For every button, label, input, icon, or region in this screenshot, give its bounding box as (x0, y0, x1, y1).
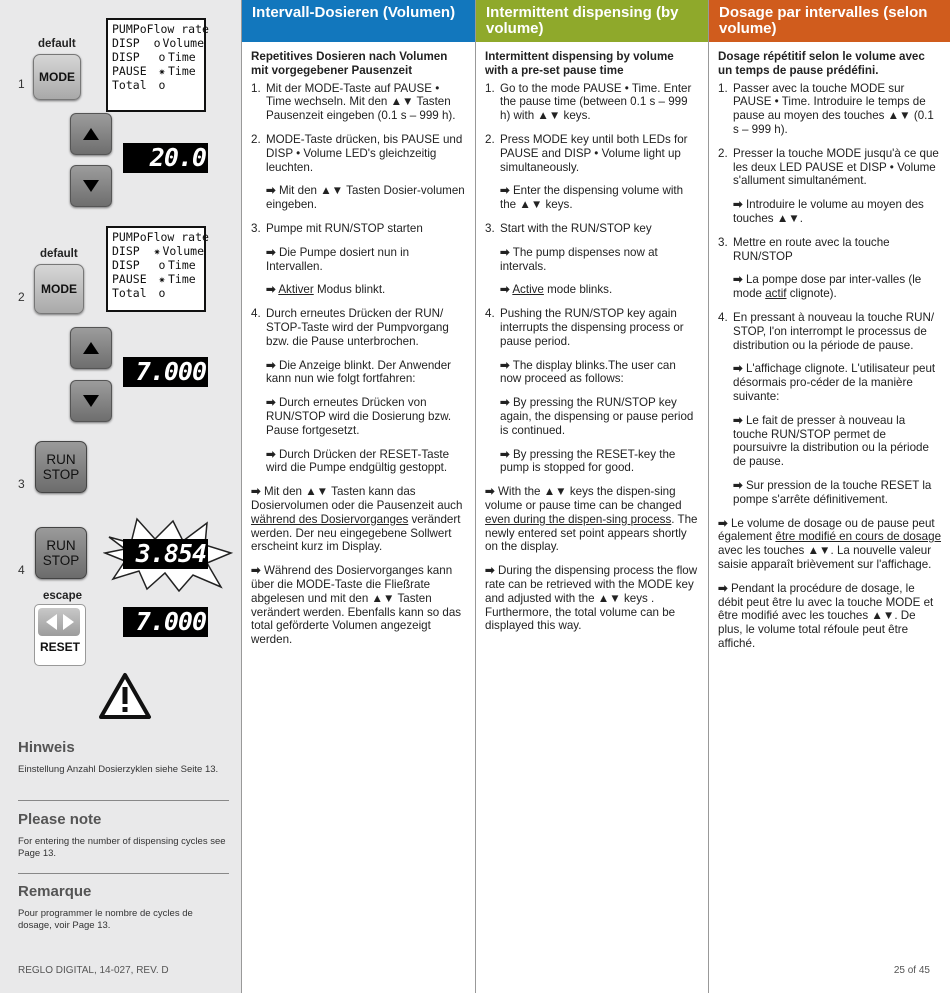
arrow-right-icon: ➡ (733, 273, 743, 287)
led-icon: o (139, 230, 147, 244)
arrow-right-icon: ➡ (266, 358, 276, 372)
step-text: Pumpe mit RUN/STOP starten (266, 221, 423, 235)
lcd-value: Time (168, 272, 196, 286)
instruction-sidebar (0, 0, 242, 993)
step-text: La pompe dose par inter-valles (le mode (733, 273, 922, 301)
paragraph-text: Während des Dosiervorganges kann über die MODE-Taste die Fließrate abgelesen und mit den ▲▼ Tasten verändert werden. Ebenfalls kann so das total geförderte Volumen angezeigt werden. (251, 564, 462, 647)
step-text: L'affichage clignote. L'utilisateur peut désormais pro-céder de la manière suivante: (733, 362, 936, 403)
underlined-text: Active (512, 283, 544, 297)
lcd-value: Volume (162, 36, 204, 50)
mode-key (34, 264, 84, 314)
led-icon: o (139, 22, 147, 36)
step-text: Mit der MODE-Taste auf PAUSE • Time wechseln. Mit den ▲▼ Tasten Pausenzeit eingeben (0.1 s – 999 h). (266, 81, 456, 123)
step-text: Press MODE key until both LEDs for PAUSE and DISP • Volume light up simultaneously. (500, 132, 688, 174)
led-icon: ✷ (158, 272, 166, 286)
lcd-value: Time (168, 258, 196, 272)
arrow-right-icon: ➡ (718, 581, 728, 595)
column-title: Intermittent dispensing (by volume) (476, 0, 708, 42)
run-stop-key (35, 527, 87, 579)
arrow-right-icon: ➡ (266, 184, 276, 198)
led-icon: o (158, 50, 166, 64)
up-arrow-key (70, 327, 112, 369)
underlined-text: actif (765, 287, 787, 301)
arrow-right-icon: ➡ (733, 362, 743, 376)
stop-label: STOP (42, 553, 80, 568)
led-icon: o (153, 36, 161, 50)
lcd-value: Volume (162, 244, 204, 258)
stop-label: STOP (42, 467, 80, 482)
run-label: RUN (46, 538, 76, 553)
page-number: 25 of 45 (893, 965, 930, 976)
paragraph-text: . The newly entered set point appears shortly on the display. (485, 512, 698, 554)
step-text: Passer avec la touche MODE sur PAUSE • Time. Introduire le temps de pause au moyen des touches ▲▼ (0.1 s – 999 h). (733, 81, 934, 136)
step-number: 3 (18, 477, 25, 491)
lcd-value: Time (168, 64, 196, 78)
lcd-label: PAUSE (112, 64, 147, 78)
paragraph-text: During the dispensing process the flow rate can be retrieved with the MODE key and adjusted with the ▲▼ keys . Furthermore, the total volume can be displayed this way. (485, 564, 698, 633)
up-arrow-icon (82, 127, 100, 141)
left-right-arrows-icon (45, 613, 75, 631)
reset-key (34, 604, 86, 666)
note-text-en: For entering the number of dispensing cycles see Page 13. (18, 836, 226, 859)
step-text: Mettre en route avec la touche RUN/STOP (733, 235, 890, 263)
lcd-label: Total (112, 286, 147, 300)
down-arrow-icon (82, 394, 100, 408)
divider (18, 800, 229, 801)
step-text: En pressant à nouveau la touche RUN/ STOP, l'on interrompt le processus de distribution ou la période de pause. (733, 310, 935, 352)
underlined-text: Aktiver (278, 283, 314, 297)
step-text: Durch erneutes Drücken der RUN/ STOP-Taste wird der Pumpvorgang bzw. die Pause unterbrochen. (266, 307, 449, 348)
arrow-right-icon: ➡ (251, 564, 261, 578)
paragraph-text: avec les touches ▲▼. La nouvelle valeur saisie apparaît brièvement sur l'affichage. (718, 544, 932, 571)
step-text: Introduire le volume au moyen des touches ▲▼. (733, 198, 924, 225)
led-icon: o (158, 258, 166, 272)
arrow-right-icon: ➡ (500, 358, 510, 372)
column-french: Dosage par intervalles (selon volume) Dosage répétitif selon le volume avec un temps de pause prédéfini. 1. Passer avec la touche MODE sur PAUSE • Time. Introduire le temps de pause au moyen des touches ▲▼ (0.1 s – 999 h). 2. Presser la touche MODE jusqu'à ce que les deux LED PAUSE et DISP • Volume s'allument simultanément. ➡ Introduire le volume au moyen des touches ▲▼. 3. Mettre en route avec la touche RUN/STOP ➡ La pompe dose par inter-valles (le mode actif clignote). 4. En pressant à nouveau la touche RUN/ STOP, l'on interrompt le processus de distribution ou la période de pause. ➡ L'affichage clignote. L'utilisateur peut désormais pro-céder de la manière suivante: ➡ Le fait de presser à nouveau la touche RUN/STOP permet de poursuivre la distribution ou la période de pause. ➡ Sur pression de la touche RESET la pompe s'arrête définitivement. ➡ Le volume de dosage ou de pause peut également être modifié en cours de dosage avec les touches ▲▼. La nouvelle valeur saisie apparaît brièvement sur l'affichage. ➡ Pendant la procédure de dosage, le débit peut être lu avec la touche MODE et être modifié avec les touches ▲▼. De plus, le volume total réfoule peut être affiché. 25 of 45 (708, 0, 950, 993)
column-intro: Intermittent dispensing by volume with a pre-set pause time (485, 50, 674, 77)
paragraph-text: verändert werden. Der neu eingegebene Sollwert erscheint kurz im Display. (251, 512, 461, 554)
led-icon: o (158, 286, 166, 300)
step-text: The display blinks.The user can now proceed as follows: (500, 358, 676, 386)
step-number: 4 (18, 563, 25, 577)
down-arrow-key (70, 165, 112, 207)
step-text: Durch Drücken der RESET-Taste wird die Pumpe endgültig gestoppt. (266, 447, 450, 475)
paragraph-text: Le volume de dosage ou de pause peut également (718, 516, 935, 544)
arrow-right-icon: ➡ (500, 184, 510, 198)
step-text: The pump dispenses now at intervals. (500, 245, 658, 273)
underlined-text: even during the dispen-sing process (485, 512, 672, 526)
column-title: Dosage par intervalles (selon volume) (709, 0, 950, 42)
arrow-right-icon: ➡ (500, 447, 510, 461)
arrow-right-icon: ➡ (485, 564, 495, 578)
arrow-right-icon: ➡ (500, 396, 510, 410)
arrow-right-icon: ➡ (266, 283, 276, 297)
escape-label: escape (43, 590, 83, 602)
lcd-label: DISP (112, 244, 140, 258)
note-text-de: Einstellung Anzahl Dosierzyklen siehe Seite 13. (18, 764, 219, 775)
step-text: By pressing the RESET-key the pump is stopped for good. (500, 447, 676, 475)
down-arrow-icon (82, 179, 100, 193)
step-text: Sur pression de la touche RESET la pompe s'arrête définitivement. (733, 478, 932, 506)
led-icon: o (158, 78, 166, 92)
step-text: mode blinks. (543, 283, 613, 297)
note-heading-de: Hinweis (18, 739, 75, 756)
step-text: Durch erneutes Drücken von RUN/STOP wird die Dosierung bzw. Pause fortgesetzt. (266, 396, 452, 437)
mode-key-label: MODE (39, 70, 75, 84)
arrow-right-icon: ➡ (266, 245, 276, 259)
arrow-right-icon: ➡ (251, 485, 261, 499)
step-text: Mit den ▲▼ Tasten Dosier-volumen eingeben. (266, 184, 465, 212)
lcd-label: DISP (112, 258, 140, 272)
warning-icon (98, 672, 152, 720)
mode-key-label: MODE (41, 282, 77, 296)
run-stop-key (35, 441, 87, 493)
step-text: clignote). (786, 287, 837, 301)
paragraph-text: With the ▲▼ keys the dispen-sing volume or pause time can be changed (485, 485, 682, 512)
divider (18, 873, 229, 874)
document-footer: REGLO DIGITAL, 14-027, REV. D (18, 965, 169, 976)
default-label: default (40, 248, 78, 260)
column-english: Intermittent dispensing (by volume) Intermittent dispensing by volume with a pre-set pause time 1. Go to the mode PAUSE • Time. Enter the pause time (between 0.1 s – 999 h) with ▲▼ keys. 2. Press MODE key until both LEDs for PAUSE and DISP • Volume light up simultaneously. ➡ Enter the dispensing volume with the ▲▼ keys. 3. Start with the RUN/STOP key ➡ The pump dispenses now at intervals. ➡ Active mode blinks. 4. Pushing the RUN/STOP key again interrupts the dispensing process or pause period. ➡ The display blinks.The user can now proceed as follows: ➡ By pressing the RUN/STOP key again, the dispensing or pause period is continued. ➡ By pressing the RESET-key the pump is stopped for good. ➡ With the ▲▼ keys the dispen-sing volume or pause time can be changed even during the dispen-sing process. The newly entered set point appears shortly on the display. ➡ During the dispensing process the flow rate can be retrieved with the MODE key and adjusted with the ▲▼ keys . Furthermore, the total volume can be displayed this way. (475, 0, 708, 993)
lcd-label: DISP (112, 36, 140, 50)
step-text: MODE-Taste drücken, bis PAUSE und DISP • Volume LED's gleichzeitig leuchten. (266, 132, 463, 174)
lcd-label: PAUSE (112, 272, 147, 286)
column-intro: Dosage répétitif selon le volume avec un temps de pause prédéfini. (718, 50, 925, 77)
reset-key-label: RESET (39, 640, 80, 654)
step-text: Pushing the RUN/STOP key again interrupts the dispensing process or pause period. (500, 307, 684, 348)
step-text: Go to the mode PAUSE • Time. Enter the pause time (between 0.1 s – 999 h) with ▲▼ keys. (500, 81, 692, 123)
note-heading-fr: Remarque (18, 883, 92, 900)
up-arrow-icon (82, 341, 100, 355)
lcd-label: PUMP (112, 22, 140, 36)
arrow-right-icon: ➡ (733, 198, 743, 212)
arrow-right-icon: ➡ (733, 413, 743, 427)
default-label: default (38, 38, 76, 50)
numeric-display-3: 3.854 (123, 539, 208, 569)
arrow-right-icon: ➡ (266, 447, 276, 461)
down-arrow-key (70, 380, 112, 422)
column-intro: Repetitives Dosieren nach Volumen mit vorgegebener Pausenzeit (251, 50, 448, 77)
numeric-display-1: 20.0 (123, 143, 208, 173)
column-title: Intervall-Dosieren (Volumen) (242, 0, 475, 42)
lcd-label: PUMP (112, 230, 140, 244)
arrow-right-icon: ➡ (500, 245, 510, 259)
arrow-right-icon: ➡ (266, 396, 276, 410)
lcd-value: Flow rate (146, 230, 209, 244)
numeric-display-2: 7.000 (123, 357, 208, 387)
step-text: Modus blinkt. (313, 283, 386, 297)
lcd-value: Time (168, 50, 196, 64)
underlined-text: während des Dosiervorganges (251, 512, 409, 526)
arrow-right-icon: ➡ (733, 478, 743, 492)
paragraph-text: Mit den ▲▼ Tasten kann das Dosiervolumen oder die Pausenzeit auch (251, 485, 463, 512)
lcd-label: Total (112, 78, 147, 92)
run-label: RUN (46, 452, 76, 467)
underlined-text: être modifié en cours de dosage (775, 530, 942, 544)
step-number: 1 (18, 77, 25, 91)
arrow-right-icon: ➡ (500, 283, 510, 297)
note-text-fr: Pour programmer le nombre de cycles de dosage, voir Page 13. (18, 908, 193, 931)
lcd-label: DISP (112, 50, 140, 64)
step-text: Start with the RUN/STOP key (500, 221, 652, 235)
step-text: Presser la touche MODE jusqu'à ce que les deux LED PAUSE et DISP • Volume s'allument simultanément. (733, 146, 939, 188)
arrow-right-icon: ➡ (485, 485, 495, 499)
paragraph-text: Pendant la procédure de dosage, le débit peut être lu avec la touche MODE et être modifié avec les touches ▲▼. De plus, le volume total réfoule peut être affiché. (718, 581, 934, 650)
numeric-display-4: 7.000 (123, 607, 208, 637)
lcd-panel-2 (106, 226, 209, 312)
step-text: By pressing the RUN/STOP key again, the dispensing or pause period is continued. (500, 396, 694, 437)
led-icon: ✷ (153, 244, 161, 258)
arrow-right-icon: ➡ (718, 516, 728, 530)
up-arrow-key (70, 113, 112, 155)
step-number: 2 (18, 290, 25, 304)
led-icon: ✷ (158, 64, 166, 78)
lcd-panel-1 (106, 18, 209, 112)
note-heading-en: Please note (18, 811, 102, 828)
column-german: Intervall-Dosieren (Volumen) Repetitives Dosieren nach Volumen mit vorgegebener Pausenzeit 1. Mit der MODE-Taste auf PAUSE • Time wechseln. Mit den ▲▼ Tasten Pausenzeit eingeben (0.1 s – 999 h). 2. MODE-Taste drücken, bis PAUSE und DISP • Volume LED's gleichzeitig leuchten. ➡ Mit den ▲▼ Tasten Dosier-volumen eingeben. 3. Pumpe mit RUN/STOP starten ➡ Die Pumpe dosiert nun in Intervallen. ➡ Aktiver Modus blinkt. 4. Durch erneutes Drücken der RUN/ STOP-Taste wird der Pumpvorgang bzw. die Pause unterbrochen. ➡ Die Anzeige blinkt. Der Anwender kann nun wie folgt fortfahren: ➡ Durch erneutes Drücken von RUN/STOP wird die Dosierung bzw. Pause fortgesetzt. ➡ Durch Drücken der RESET-Taste wird die Pumpe endgültig gestoppt. ➡ Mit den ▲▼ Tasten kann das Dosiervolumen oder die Pausenzeit auch während des Dosiervorganges verändert werden. Der neu eingegebene Sollwert erscheint kurz im Display. ➡ Während des Dosiervorganges kann über die MODE-Taste die Fließrate abgelesen und mit den ▲▼ Tasten verändert werden. Ebenfalls kann so das total geförderte Volumen angezeigt werden. (242, 0, 475, 993)
step-text: Die Pumpe dosiert nun in Intervallen. (266, 245, 410, 273)
lcd-value: Flow rate (146, 22, 209, 36)
step-text: Enter the dispensing volume with the ▲▼ keys. (500, 184, 684, 212)
step-text: Die Anzeige blinkt. Der Anwender kann nun wie folgt fortfahren: (266, 358, 452, 386)
step-text: Le fait de presser à nouveau la touche RUN/STOP permet de poursuivre la distribution ou la période de pause. (733, 413, 929, 469)
mode-key (33, 54, 81, 100)
